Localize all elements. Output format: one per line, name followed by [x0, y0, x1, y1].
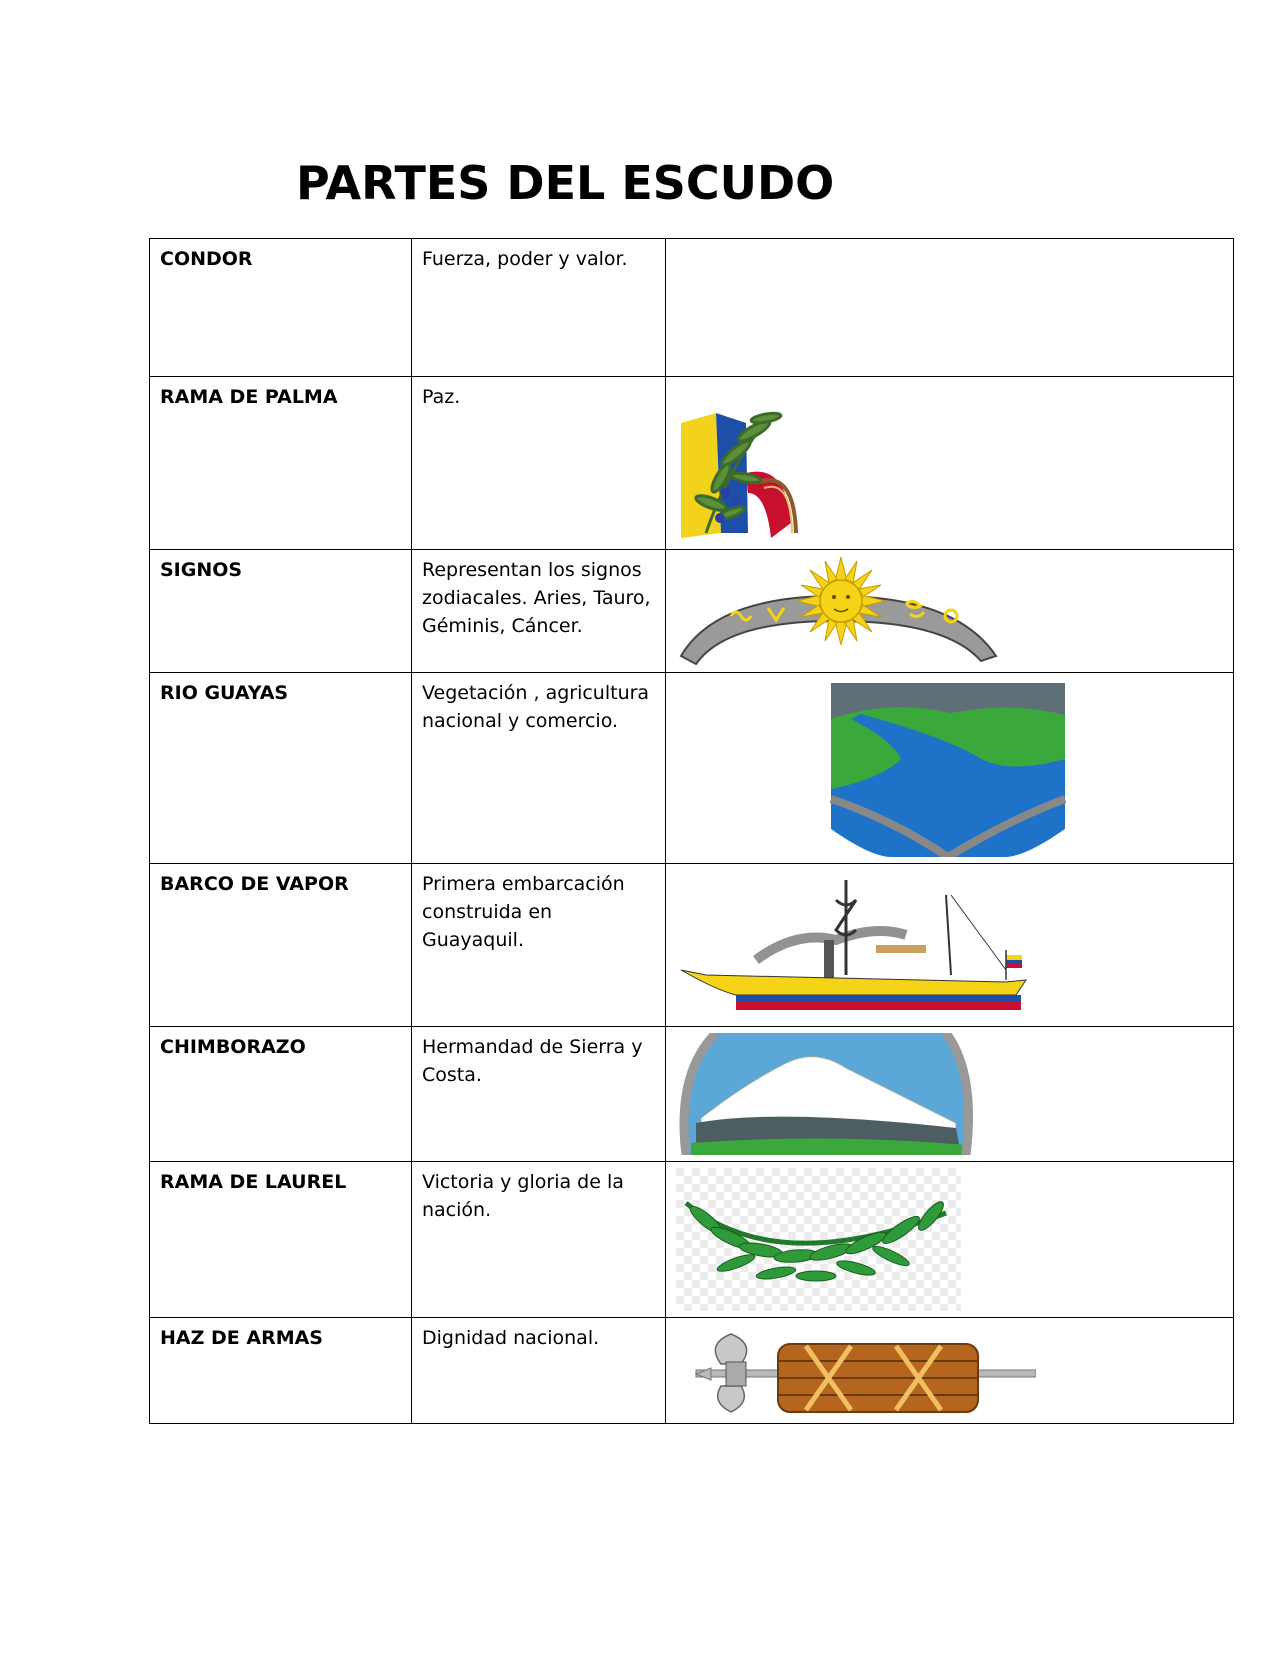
part-description: Victoria y gloria de la nación.	[412, 1162, 666, 1318]
steamship-icon	[676, 870, 1046, 1020]
part-name: CONDOR	[150, 239, 412, 377]
laurel-branch-icon	[676, 1168, 966, 1311]
part-name: RIO GUAYAS	[150, 673, 412, 864]
part-image-cell	[666, 864, 1234, 1027]
table-row	[150, 239, 1234, 377]
part-image-cell	[666, 1318, 1234, 1424]
part-description: Fuerza, poder y valor.	[412, 239, 666, 377]
part-name: RAMA DE LAUREL	[150, 1162, 412, 1318]
palm-branch-icon	[676, 383, 811, 543]
river-landscape-icon	[676, 679, 1076, 857]
part-image-cell	[666, 377, 1234, 550]
part-description: Paz.	[412, 377, 666, 550]
part-image-cell	[666, 1027, 1234, 1162]
table-row	[150, 550, 1234, 673]
part-name: BARCO DE VAPOR	[150, 864, 412, 1027]
part-name: CHIMBORAZO	[150, 1027, 412, 1162]
part-image-cell	[666, 239, 1234, 377]
zodiac-sun-icon	[676, 556, 1006, 666]
part-image-cell	[666, 673, 1234, 864]
page-title: PARTES DEL ESCUDO	[296, 156, 835, 210]
part-description: Hermandad de Sierra y Costa.	[412, 1027, 666, 1162]
part-description: Primera embarcación construida en Guayaquil.	[412, 864, 666, 1027]
table-row	[150, 673, 1234, 864]
fasces-axe-icon	[676, 1324, 1036, 1417]
part-name: RAMA DE PALMA	[150, 377, 412, 550]
table-row	[150, 1162, 1234, 1318]
table-row	[150, 1027, 1234, 1162]
table-row	[150, 377, 1234, 550]
table-row	[150, 1318, 1234, 1424]
part-name: SIGNOS	[150, 550, 412, 673]
table-row	[150, 864, 1234, 1027]
part-image-cell	[666, 1162, 1234, 1318]
parts-table	[149, 238, 1234, 1424]
part-description: Dignidad nacional.	[412, 1318, 666, 1424]
mountain-icon	[676, 1033, 976, 1155]
part-image-cell	[666, 550, 1234, 673]
part-name: HAZ DE ARMAS	[150, 1318, 412, 1424]
part-description: Vegetación , agricultura nacional y comercio.	[412, 673, 666, 864]
part-description: Representan los signos zodiacales. Aries, Tauro, Géminis, Cáncer.	[412, 550, 666, 673]
